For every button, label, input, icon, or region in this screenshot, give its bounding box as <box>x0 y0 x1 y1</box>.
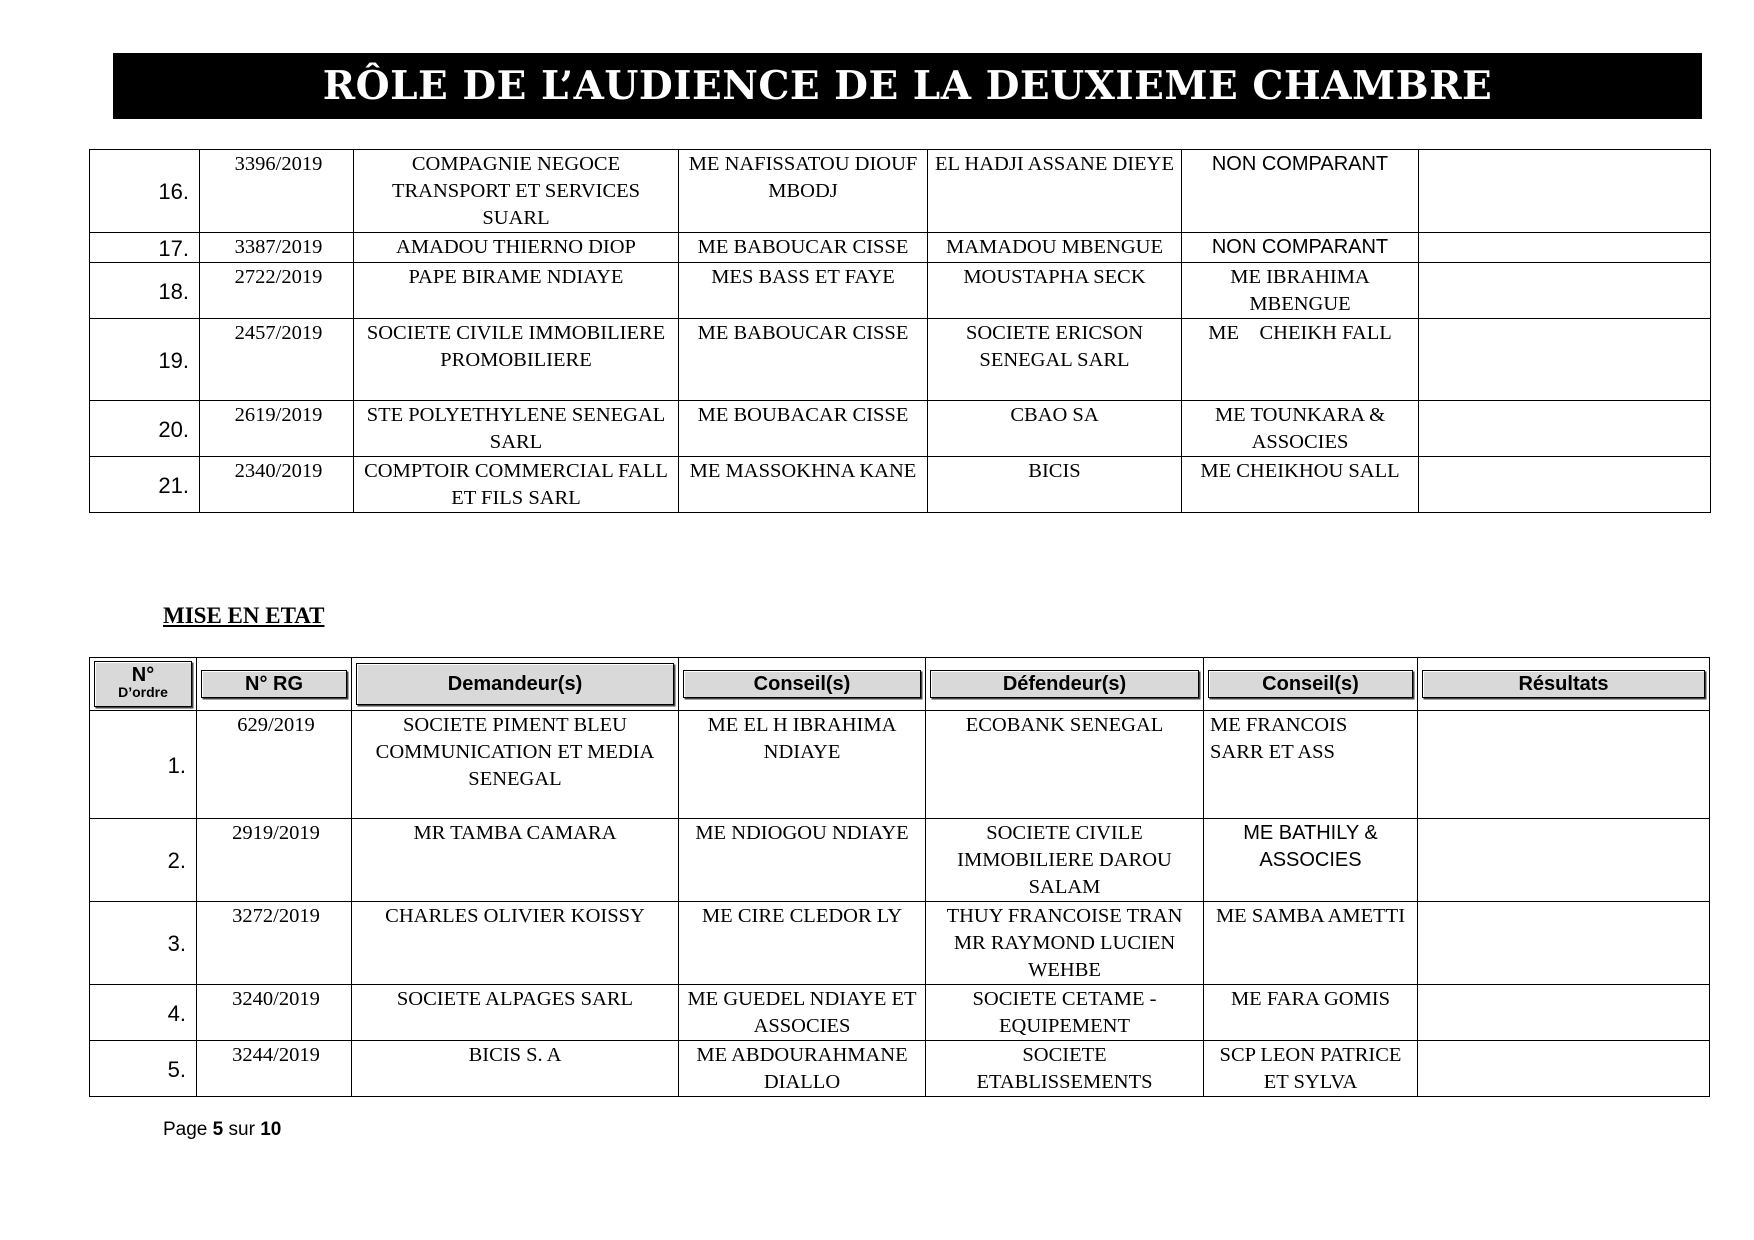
plaintiff: CHARLES OLIVIER KOISSY <box>352 902 679 985</box>
header-rg: N° RG <box>197 658 352 711</box>
page-label: Page <box>163 1119 208 1140</box>
header-defendant: Défendeur(s) <box>926 658 1204 711</box>
section-title-mise-en-etat: MISE EN ETAT <box>163 603 325 628</box>
row-number: 3. <box>90 902 197 985</box>
result <box>1419 457 1711 513</box>
defendant: MOUSTAPHA SECK <box>928 263 1182 319</box>
table-row <box>90 233 1711 263</box>
defendant-counsel: NON COMPARANT <box>1182 150 1419 233</box>
result <box>1419 150 1711 233</box>
result <box>1418 711 1710 819</box>
rg-number: 3272/2019 <box>197 902 352 985</box>
table-row <box>90 263 1711 319</box>
row-number: 1. <box>90 711 197 819</box>
rg-number: 2919/2019 <box>197 819 352 902</box>
mise-en-etat-table <box>89 657 1710 1097</box>
row-number: 5. <box>90 1041 197 1097</box>
table-row <box>90 319 1711 401</box>
defendant-counsel: ME CHEIKH FALL <box>1182 319 1419 401</box>
rg-number: 3240/2019 <box>197 985 352 1041</box>
result <box>1418 1041 1710 1097</box>
result <box>1418 985 1710 1041</box>
plaintiff-counsel: ME BABOUCAR CISSE <box>679 233 928 263</box>
plaintiff: SOCIETE ALPAGES SARL <box>352 985 679 1041</box>
plaintiff-counsel: ME BOUBACAR CISSE <box>679 401 928 457</box>
header-order <box>90 658 197 711</box>
row-number: 16. <box>90 150 200 233</box>
defendant-counsel: ME BATHILY & ASSOCIES <box>1204 819 1418 902</box>
plaintiff-counsel: ME MASSOKHNA KANE <box>679 457 928 513</box>
plaintiff: SOCIETE PIMENT BLEU COMMUNICATION ET MEDIA SENEGAL <box>352 711 679 819</box>
table-header-row <box>90 658 1710 711</box>
document-title: RÔLE DE L’AUDIENCE DE LA DEUXIEME CHAMBRE <box>322 63 1493 109</box>
defendant: SOCIETE ETABLISSEMENTS <box>926 1041 1204 1097</box>
defendant-counsel: ME FARA GOMIS <box>1204 985 1418 1041</box>
header-defendant-counsel: Conseil(s) <box>1204 658 1418 711</box>
result <box>1418 819 1710 902</box>
plaintiff-counsel: ME BABOUCAR CISSE <box>679 319 928 401</box>
plaintiff-counsel: ME ABDOURAHMANE DIALLO <box>679 1041 926 1097</box>
defendant-counsel: ME TOUNKARA & ASSOCIES <box>1182 401 1419 457</box>
row-number: 2. <box>90 819 197 902</box>
header-plaintiff: Demandeur(s) <box>352 658 679 711</box>
hearing-roll-table <box>89 149 1711 513</box>
page-separator: sur <box>228 1119 255 1140</box>
header-order-line2: D’ordre <box>118 684 168 700</box>
row-number: 21. <box>90 457 200 513</box>
rg-number: 629/2019 <box>197 711 352 819</box>
defendant-counsel: ME IBRAHIMA MBENGUE <box>1182 263 1419 319</box>
header-order-line1: N° <box>131 664 155 686</box>
defendant: ECOBANK SENEGAL <box>926 711 1204 819</box>
plaintiff-counsel: ME NAFISSATOU DIOUF MBODJ <box>679 150 928 233</box>
table-row <box>90 902 1710 985</box>
defendant-counsel: ME SAMBA AMETTI <box>1204 902 1418 985</box>
plaintiff: AMADOU THIERNO DIOP <box>354 233 679 263</box>
result <box>1419 233 1711 263</box>
defendant-counsel: NON COMPARANT <box>1182 233 1419 263</box>
plaintiff: COMPAGNIE NEGOCE TRANSPORT ET SERVICES SUARL <box>354 150 679 233</box>
plaintiff-counsel: ME GUEDEL NDIAYE ET ASSOCIES <box>679 985 926 1041</box>
plaintiff-counsel: ME EL H IBRAHIMA NDIAYE <box>679 711 926 819</box>
defendant: SOCIETE ERICSON SENEGAL SARL <box>928 319 1182 401</box>
plaintiff-counsel: ME CIRE CLEDOR LY <box>679 902 926 985</box>
table-row <box>90 1041 1710 1097</box>
rg-number: 2722/2019 <box>200 263 354 319</box>
plaintiff: BICIS S. A <box>352 1041 679 1097</box>
table-row <box>90 985 1710 1041</box>
row-number: 19. <box>90 319 200 401</box>
page-current: 5 <box>212 1119 224 1140</box>
table-row <box>90 819 1710 902</box>
row-number: 4. <box>90 985 197 1041</box>
rg-number: 3396/2019 <box>200 150 354 233</box>
page-total: 10 <box>260 1119 282 1140</box>
header-results: Résultats <box>1418 658 1710 711</box>
defendant-counsel: SCP LEON PATRICE ET SYLVA <box>1204 1041 1418 1097</box>
defendant-counsel: ME FRANCOIS SARR ET ASS <box>1204 711 1418 819</box>
defendant: SOCIETE CIVILE IMMOBILIERE DAROU SALAM <box>926 819 1204 902</box>
defendant-counsel: ME CHEIKHOU SALL <box>1182 457 1419 513</box>
plaintiff: COMPTOIR COMMERCIAL FALL ET FILS SARL <box>354 457 679 513</box>
plaintiff: PAPE BIRAME NDIAYE <box>354 263 679 319</box>
row-number: 18. <box>90 263 200 319</box>
document-title-bar <box>113 53 1702 119</box>
defendant: EL HADJI ASSANE DIEYE <box>928 150 1182 233</box>
defendant: MAMADOU MBENGUE <box>928 233 1182 263</box>
table-row <box>90 150 1711 233</box>
result <box>1419 401 1711 457</box>
result <box>1418 902 1710 985</box>
plaintiff: STE POLYETHYLENE SENEGAL SARL <box>354 401 679 457</box>
rg-number: 2619/2019 <box>200 401 354 457</box>
defendant: BICIS <box>928 457 1182 513</box>
plaintiff-counsel: ME NDIOGOU NDIAYE <box>679 819 926 902</box>
rg-number: 2340/2019 <box>200 457 354 513</box>
table-row <box>90 711 1710 819</box>
rg-number: 3387/2019 <box>200 233 354 263</box>
table-row <box>90 401 1711 457</box>
page-footer <box>163 1119 281 1141</box>
plaintiff: SOCIETE CIVILE IMMOBILIERE PROMOBILIERE <box>354 319 679 401</box>
plaintiff: MR TAMBA CAMARA <box>352 819 679 902</box>
result <box>1419 319 1711 401</box>
defendant: SOCIETE CETAME - EQUIPEMENT <box>926 985 1204 1041</box>
header-plaintiff-counsel: Conseil(s) <box>679 658 926 711</box>
plaintiff-counsel: MES BASS ET FAYE <box>679 263 928 319</box>
rg-number: 2457/2019 <box>200 319 354 401</box>
rg-number: 3244/2019 <box>197 1041 352 1097</box>
table-row <box>90 457 1711 513</box>
row-number: 20. <box>90 401 200 457</box>
defendant: CBAO SA <box>928 401 1182 457</box>
defendant: THUY FRANCOISE TRAN MR RAYMOND LUCIEN WEHBE <box>926 902 1204 985</box>
result <box>1419 263 1711 319</box>
row-number: 17. <box>90 233 200 263</box>
